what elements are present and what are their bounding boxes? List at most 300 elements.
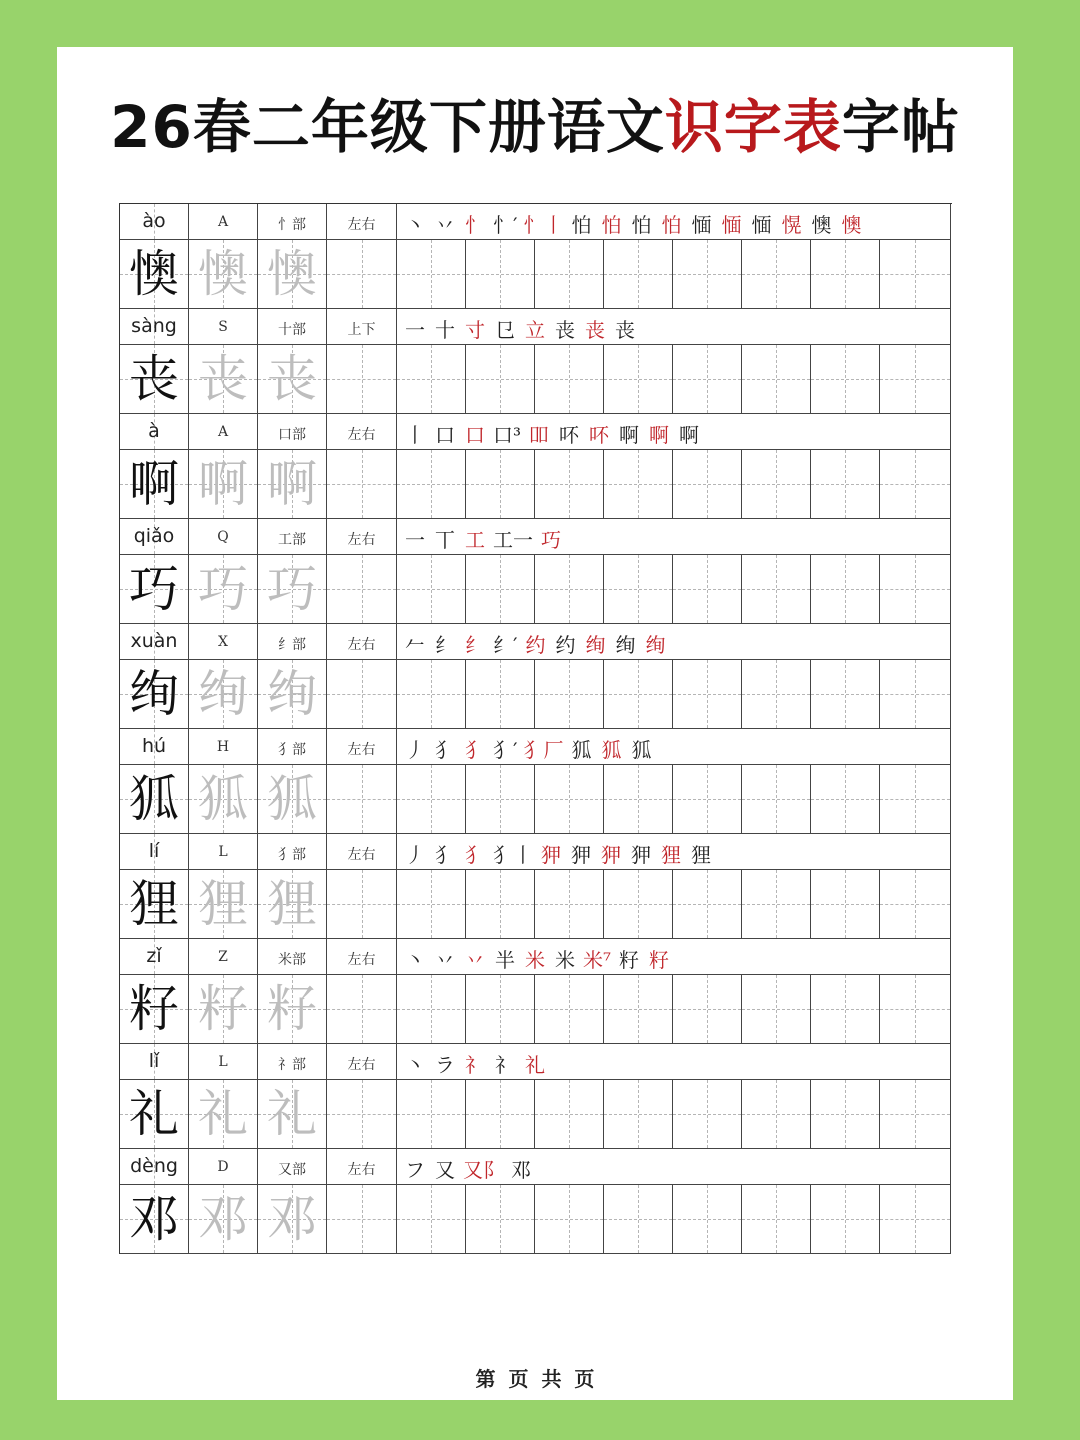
pinyin-cell-text: hú	[141, 735, 167, 757]
blank-practice-cell[interactable]	[466, 240, 535, 309]
stroke-step: 丧	[615, 318, 635, 342]
structure-cell	[327, 1044, 397, 1080]
radical-cell	[258, 309, 327, 345]
stroke-step: 约	[525, 633, 546, 657]
model-char-cell	[120, 450, 189, 519]
pinyin-cell-text: sàng	[131, 315, 177, 337]
trace-char-cell	[258, 450, 327, 519]
blank-practice-cell[interactable]	[880, 450, 951, 519]
stroke-step: 忄′	[493, 213, 518, 237]
stroke-step: 丷	[465, 948, 485, 972]
blank-practice-cell[interactable]	[327, 345, 397, 414]
trace-char: 狐	[267, 770, 317, 828]
model-char: 啊	[129, 455, 179, 513]
letter-cell	[189, 309, 258, 345]
blank-practice-cell[interactable]	[535, 555, 604, 624]
blank-practice-cell[interactable]	[604, 660, 673, 729]
stroke-order-sequence	[403, 419, 946, 448]
structure-cell	[327, 519, 397, 555]
blank-practice-cell[interactable]	[327, 660, 397, 729]
blank-practice-cell[interactable]	[742, 240, 811, 309]
blank-practice-cell[interactable]	[604, 1185, 673, 1254]
stroke-step: 丿	[405, 738, 425, 762]
structure-cell	[327, 309, 397, 345]
blank-practice-cell[interactable]	[811, 765, 880, 834]
blank-practice-cell[interactable]	[397, 1080, 466, 1149]
radical-cell-text: 忄部	[278, 217, 306, 233]
stroke-step: 绚	[615, 633, 636, 657]
blank-practice-cell[interactable]	[742, 765, 811, 834]
stroke-step: 㔾	[495, 318, 515, 342]
structure-cell	[327, 1149, 397, 1185]
blank-practice-cell[interactable]	[811, 240, 880, 309]
blank-practice-cell[interactable]	[535, 1080, 604, 1149]
trace-char: 巧	[267, 560, 317, 618]
pinyin-cell-text: zǐ	[146, 945, 162, 967]
blank-practice-cell[interactable]	[811, 660, 880, 729]
blank-practice-cell[interactable]	[535, 975, 604, 1044]
letter-cell-text: S	[218, 319, 228, 335]
stroke-step: 绚	[585, 633, 606, 657]
blank-practice-cell[interactable]	[397, 555, 466, 624]
char-practice-row	[120, 660, 952, 729]
blank-practice-cell[interactable]	[673, 975, 742, 1044]
radical-cell	[258, 624, 327, 660]
trace-char: 啊	[267, 455, 317, 513]
letter-cell-text: L	[218, 844, 228, 860]
stroke-step: 籽	[619, 948, 640, 972]
info-row	[120, 1044, 952, 1080]
blank-practice-cell[interactable]	[673, 345, 742, 414]
blank-practice-cell[interactable]	[397, 660, 466, 729]
blank-practice-cell[interactable]	[880, 765, 951, 834]
trace-char: 狸	[198, 875, 248, 933]
trace-char: 巧	[198, 560, 248, 618]
blank-practice-cell[interactable]	[604, 1080, 673, 1149]
info-row	[120, 624, 952, 660]
stroke-step: 忄丨	[523, 213, 564, 237]
stroke-step: 半	[495, 948, 515, 972]
blank-practice-cell[interactable]	[742, 555, 811, 624]
blank-practice-cell[interactable]	[327, 870, 397, 939]
info-row	[120, 414, 952, 450]
stroke-step: 犭	[435, 738, 455, 762]
info-row	[120, 204, 952, 240]
letter-cell-text: X	[218, 634, 228, 650]
blank-practice-cell[interactable]	[880, 1185, 951, 1254]
stroke-step: 犭厂	[523, 738, 564, 762]
model-char: 丧	[129, 350, 179, 408]
pinyin-cell-text: lí	[148, 840, 160, 862]
info-row	[120, 309, 952, 345]
stroke-order-sequence	[403, 734, 946, 763]
model-char-cell	[120, 975, 189, 1044]
trace-char: 狐	[198, 770, 248, 828]
trace-char-cell	[189, 870, 258, 939]
pinyin-cell-text: xuàn	[130, 630, 178, 652]
blank-practice-cell[interactable]	[811, 975, 880, 1044]
stroke-step: 怕	[601, 213, 622, 237]
stroke-step: 啊	[619, 423, 640, 447]
trace-char-cell	[258, 975, 327, 1044]
blank-practice-cell[interactable]	[535, 240, 604, 309]
pinyin-cell	[120, 624, 189, 660]
blank-practice-cell[interactable]	[466, 555, 535, 624]
char-practice-row	[120, 975, 952, 1044]
stroke-step: 吅	[529, 423, 550, 447]
stroke-step: 丧	[585, 318, 605, 342]
structure-cell-text: 左右	[347, 217, 376, 233]
trace-char: 籽	[267, 980, 317, 1038]
blank-practice-cell[interactable]	[604, 345, 673, 414]
blank-practice-cell[interactable]	[535, 450, 604, 519]
pinyin-cell	[120, 939, 189, 975]
pinyin-cell	[120, 414, 189, 450]
radical-cell-text: 工部	[278, 532, 306, 548]
worksheet-page	[57, 47, 1013, 1400]
stroke-step: 狎	[571, 843, 591, 867]
blank-practice-cell[interactable]	[327, 450, 397, 519]
stroke-step: 纟	[465, 633, 485, 657]
char-practice-row	[120, 765, 952, 834]
trace-char-cell	[189, 450, 258, 519]
radical-cell	[258, 1149, 327, 1185]
stroke-step: 米	[525, 948, 545, 972]
structure-cell-text: 上下	[347, 322, 376, 338]
blank-practice-cell[interactable]	[604, 765, 673, 834]
stroke-step: 口³	[493, 423, 522, 447]
blank-practice-cell[interactable]	[466, 765, 535, 834]
blank-practice-cell[interactable]	[811, 345, 880, 414]
stroke-step: 啊	[649, 423, 670, 447]
stroke-step: ラ	[435, 1053, 455, 1077]
stroke-step: 米	[555, 948, 575, 972]
model-char: 狐	[129, 770, 179, 828]
radical-cell-text: 犭部	[278, 847, 306, 863]
blank-practice-cell[interactable]	[327, 765, 397, 834]
blank-practice-cell[interactable]	[742, 345, 811, 414]
stroke-step: 丨	[405, 423, 425, 447]
blank-practice-cell[interactable]	[880, 345, 951, 414]
blank-practice-cell[interactable]	[880, 870, 951, 939]
pinyin-cell-text: lǐ	[148, 1050, 160, 1072]
model-char-cell	[120, 345, 189, 414]
stroke-step: 愐	[691, 213, 712, 237]
info-row	[120, 939, 952, 975]
stroke-step: 狐	[571, 738, 592, 762]
letter-cell	[189, 204, 258, 240]
char-practice-row	[120, 555, 952, 624]
blank-practice-cell[interactable]	[880, 240, 951, 309]
model-char-cell	[120, 240, 189, 309]
blank-practice-cell[interactable]	[604, 450, 673, 519]
stroke-step: 一	[405, 318, 425, 342]
blank-practice-cell[interactable]	[742, 1185, 811, 1254]
blank-practice-cell[interactable]	[742, 1080, 811, 1149]
blank-practice-cell[interactable]	[466, 345, 535, 414]
pinyin-cell	[120, 519, 189, 555]
blank-practice-cell[interactable]	[880, 660, 951, 729]
stroke-step: 狎	[541, 843, 561, 867]
letter-cell	[189, 939, 258, 975]
radical-cell	[258, 414, 327, 450]
stroke-order-sequence	[403, 314, 946, 343]
blank-practice-cell[interactable]	[673, 870, 742, 939]
char-practice-row	[120, 1080, 952, 1149]
blank-practice-cell[interactable]	[880, 1080, 951, 1149]
model-char: 绚	[129, 665, 179, 723]
blank-practice-cell[interactable]	[880, 555, 951, 624]
blank-practice-cell[interactable]	[397, 870, 466, 939]
info-row	[120, 1149, 952, 1185]
blank-practice-cell[interactable]	[535, 870, 604, 939]
stroke-step: 十	[435, 318, 455, 342]
structure-cell	[327, 729, 397, 765]
blank-practice-cell[interactable]	[673, 1185, 742, 1254]
structure-cell-text: 左右	[347, 1162, 376, 1178]
blank-practice-cell[interactable]	[397, 765, 466, 834]
blank-practice-cell[interactable]	[535, 1185, 604, 1254]
stroke-step: 𠂉	[405, 633, 425, 657]
trace-char: 懊	[267, 245, 317, 303]
blank-practice-cell[interactable]	[742, 660, 811, 729]
blank-practice-cell[interactable]	[327, 240, 397, 309]
trace-char: 狸	[267, 875, 317, 933]
structure-cell	[327, 414, 397, 450]
letter-cell-text: A	[217, 424, 229, 440]
stroke-step: 巧	[541, 528, 561, 552]
blank-practice-cell[interactable]	[397, 345, 466, 414]
blank-practice-cell[interactable]	[327, 1185, 397, 1254]
blank-practice-cell[interactable]	[466, 660, 535, 729]
stroke-step: 纟′	[493, 633, 518, 657]
stroke-step: 丿	[405, 843, 425, 867]
stroke-step: 约	[555, 633, 576, 657]
trace-char-cell	[189, 660, 258, 729]
pinyin-cell	[120, 1044, 189, 1080]
blank-practice-cell[interactable]	[466, 870, 535, 939]
radical-cell-text: 口部	[278, 427, 306, 443]
stroke-step: 狐	[601, 738, 622, 762]
radical-cell-text: 纟部	[278, 637, 306, 653]
radical-cell	[258, 1044, 327, 1080]
blank-practice-cell[interactable]	[535, 765, 604, 834]
trace-char-cell	[189, 1185, 258, 1254]
letter-cell-text: D	[217, 1159, 229, 1175]
char-practice-row	[120, 1185, 952, 1254]
stroke-order-cell	[397, 414, 951, 450]
blank-practice-cell[interactable]	[742, 975, 811, 1044]
model-char-cell	[120, 765, 189, 834]
stroke-step: 丷	[435, 948, 455, 972]
stroke-order-cell	[397, 834, 951, 870]
stroke-step: フ	[405, 1158, 425, 1182]
trace-char: 邓	[267, 1190, 317, 1248]
stroke-step: 丶	[405, 948, 425, 972]
blank-practice-cell[interactable]	[742, 450, 811, 519]
structure-cell-text: 左右	[347, 637, 376, 653]
stroke-step: 一	[405, 528, 425, 552]
trace-char-cell	[189, 975, 258, 1044]
model-char: 邓	[129, 1190, 179, 1248]
structure-cell	[327, 204, 397, 240]
blank-practice-cell[interactable]	[811, 450, 880, 519]
blank-practice-cell[interactable]	[466, 975, 535, 1044]
char-practice-row	[120, 870, 952, 939]
blank-practice-cell[interactable]	[327, 1080, 397, 1149]
model-char-cell	[120, 870, 189, 939]
blank-practice-cell[interactable]	[397, 450, 466, 519]
blank-practice-cell[interactable]	[397, 240, 466, 309]
blank-practice-cell[interactable]	[604, 870, 673, 939]
letter-cell	[189, 624, 258, 660]
stroke-step: 丶	[405, 213, 425, 237]
blank-practice-cell[interactable]	[535, 345, 604, 414]
trace-char-cell	[189, 555, 258, 624]
blank-practice-cell[interactable]	[673, 1080, 742, 1149]
blank-practice-cell[interactable]	[811, 555, 880, 624]
trace-char-cell	[258, 345, 327, 414]
model-char-cell	[120, 1080, 189, 1149]
radical-cell-text: 犭部	[278, 742, 306, 758]
letter-cell-text: Q	[217, 529, 229, 545]
radical-cell	[258, 204, 327, 240]
stroke-order-sequence	[403, 1049, 946, 1078]
blank-practice-cell[interactable]	[673, 450, 742, 519]
stroke-step: 工	[465, 528, 485, 552]
char-practice-row	[120, 240, 952, 309]
title-part-1: 26春二年级下册语文	[110, 93, 665, 161]
blank-practice-cell[interactable]	[466, 1185, 535, 1254]
model-char-cell	[120, 555, 189, 624]
stroke-order-sequence	[403, 629, 946, 658]
letter-cell	[189, 1149, 258, 1185]
blank-practice-cell[interactable]	[466, 1080, 535, 1149]
char-practice-row	[120, 345, 952, 414]
stroke-step: 立	[525, 318, 545, 342]
blank-practice-cell[interactable]	[466, 450, 535, 519]
stroke-step: 犭	[465, 738, 485, 762]
info-row	[120, 834, 952, 870]
info-row	[120, 729, 952, 765]
pinyin-cell-text: dèng	[130, 1155, 178, 1177]
letter-cell-text: L	[218, 1054, 228, 1070]
blank-practice-cell[interactable]	[673, 555, 742, 624]
blank-practice-cell[interactable]	[742, 870, 811, 939]
blank-practice-cell[interactable]	[604, 975, 673, 1044]
page-title	[57, 95, 1013, 159]
stroke-step: 口	[435, 423, 455, 447]
blank-practice-cell[interactable]	[673, 765, 742, 834]
stroke-step: 邓	[511, 1158, 531, 1182]
stroke-step: 口	[465, 423, 485, 447]
stroke-step: 忄	[465, 213, 485, 237]
stroke-step: 又	[435, 1158, 455, 1182]
stroke-step: 愐	[721, 213, 742, 237]
blank-practice-cell[interactable]	[535, 660, 604, 729]
info-row	[120, 519, 952, 555]
trace-char: 啊	[198, 455, 248, 513]
blank-practice-cell[interactable]	[604, 240, 673, 309]
stroke-step: 丶	[405, 1053, 425, 1077]
stroke-step: 懊	[841, 213, 862, 237]
trace-char-cell	[189, 765, 258, 834]
stroke-order-cell	[397, 1149, 951, 1185]
title-highlight: 识字表	[664, 93, 842, 161]
stroke-step: 寸	[465, 318, 485, 342]
stroke-step: 犭′	[493, 738, 518, 762]
pinyin-cell-text: qiǎo	[133, 525, 175, 547]
letter-cell	[189, 1044, 258, 1080]
structure-cell	[327, 624, 397, 660]
trace-char: 礼	[198, 1085, 248, 1143]
blank-practice-cell[interactable]	[880, 975, 951, 1044]
blank-practice-cell[interactable]	[327, 555, 397, 624]
model-char: 礼	[129, 1085, 179, 1143]
stroke-step: 丅	[435, 528, 455, 552]
letter-cell	[189, 414, 258, 450]
blank-practice-cell[interactable]	[604, 555, 673, 624]
page-footer: 第 页 共 页	[475, 1367, 595, 1391]
stroke-step: 懊	[811, 213, 832, 237]
stroke-step: 礼	[525, 1053, 545, 1077]
stroke-step: 犭	[435, 843, 455, 867]
stroke-step: 绚	[645, 633, 666, 657]
stroke-step: 礻	[495, 1053, 515, 1077]
model-char-cell	[120, 1185, 189, 1254]
trace-char: 籽	[198, 980, 248, 1038]
blank-practice-cell[interactable]	[673, 240, 742, 309]
letter-cell	[189, 519, 258, 555]
radical-cell	[258, 729, 327, 765]
stroke-order-cell	[397, 1044, 951, 1080]
trace-char-cell	[189, 345, 258, 414]
stroke-step: 怕	[661, 213, 682, 237]
blank-practice-cell[interactable]	[811, 1185, 880, 1254]
blank-practice-cell[interactable]	[397, 1185, 466, 1254]
blank-practice-cell[interactable]	[397, 975, 466, 1044]
blank-practice-cell[interactable]	[673, 660, 742, 729]
blank-practice-cell[interactable]	[811, 870, 880, 939]
model-char: 懊	[129, 245, 179, 303]
stroke-step: 纟	[435, 633, 455, 657]
stroke-order-cell	[397, 204, 951, 240]
letter-cell-text: H	[216, 739, 230, 755]
blank-practice-cell[interactable]	[811, 1080, 880, 1149]
trace-char-cell	[189, 240, 258, 309]
stroke-order-sequence	[403, 209, 946, 238]
structure-cell-text: 左右	[347, 532, 376, 548]
radical-cell	[258, 519, 327, 555]
trace-char: 丧	[267, 350, 317, 408]
stroke-step: 丷	[435, 213, 455, 237]
trace-char: 懊	[198, 245, 248, 303]
stroke-step: 犭丨	[493, 843, 533, 867]
trace-char: 礼	[267, 1085, 317, 1143]
stroke-step: 愰	[781, 213, 802, 237]
stroke-step: 愐	[751, 213, 772, 237]
letter-cell-text: Z	[218, 949, 228, 965]
stroke-step: 籽	[649, 948, 670, 972]
model-char: 狸	[129, 875, 179, 933]
stroke-order-cell	[397, 519, 951, 555]
trace-char-cell	[258, 1080, 327, 1149]
blank-practice-cell[interactable]	[327, 975, 397, 1044]
stroke-step: 礻	[465, 1053, 485, 1077]
trace-char-cell	[189, 1080, 258, 1149]
stroke-order-sequence	[403, 839, 946, 868]
pinyin-cell	[120, 309, 189, 345]
